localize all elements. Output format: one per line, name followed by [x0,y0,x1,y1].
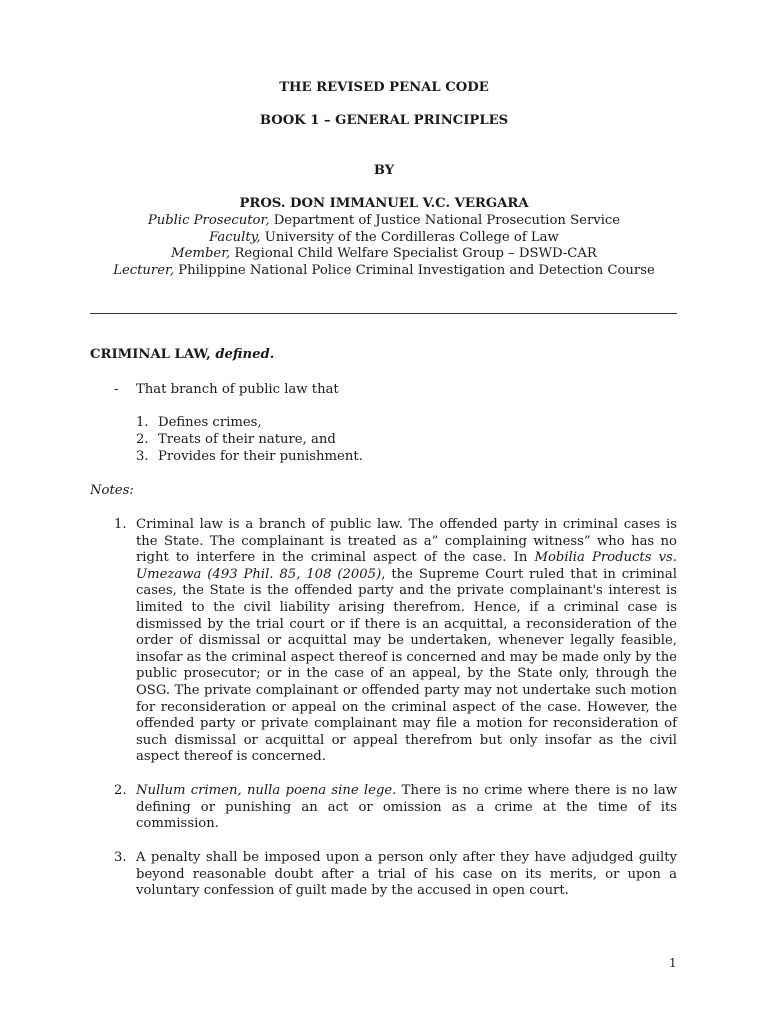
heading-term: CRIMINAL LAW, [90,347,211,362]
page-number: 1 [669,956,677,970]
list-item-number: 3. [136,449,149,464]
note-number: 2. [114,783,127,798]
note-text: There is no crime where there is no law defining or punishing an act or omission as a crime at the time of its commission. [136,783,678,832]
author-role [0,213,768,228]
role-title: Public Prosecutor, [147,213,270,228]
note-paragraph: A penalty shall be imposed upon a person only after they have adjudged guilty beyond reasonable doubt after a trial of his case on its merits, or upon a voluntary confession of guilt made by the accused in open court. [136,850,677,899]
role-title: Member, [171,246,231,261]
definition-text: That branch of public law that [136,382,339,397]
latin-maxim: Nullum crimen, nulla poena sine lege. [136,783,397,798]
role-org: Philippine National Police Criminal Investigation and Detection Course [174,263,655,278]
heading-suffix: defined. [210,347,275,362]
document-title: THE REVISED PENAL CODE [279,80,489,95]
bullet-dash: - [114,382,119,397]
list-item: Defines crimes, [158,415,262,430]
note-text: Criminal law is a branch of public law. The offended party in criminal cases is the State. The complainant is treated as a” complaining witness” who has no right to interfere in the criminal aspect of the case. In [136,517,677,566]
list-item: Provides for their punishment. [158,449,363,464]
horizontal-divider [90,313,677,314]
case-citation: Mobilia Products vs. Umezawa (493 Phil. 85, 108 (2005) [136,550,677,582]
role-title: Lecturer, [113,263,175,278]
note-text: , the Supreme Court ruled that in criminal cases, the State is the offended party and the private complainant's interest is limited to the civil liability arising therefrom. Hence, if a criminal case is dismissed by the trial court or if there is an acquittal, a reconsideration of the order of dismissal or acquittal may be undertaken, whenever legally feasible, insofar as the criminal aspect thereof is concerned and may be made only by the public prosecutor; or in the case of an appeal, by the State only, through the OSG. The private complainant or offended party may not undertake such motion for reconsideration or appeal on the criminal aspect of the case. However, the offended party or private complainant may file a motion for reconsideration of such dismissal or acquittal or appeal therefrom but only insofar as the civil aspect thereof is concerned. [136,566,677,765]
role-title: Faculty, [209,230,261,245]
role-org: Department of Justice National Prosecution Service [269,213,621,228]
author-name: PROS. DON IMMANUEL V.C. VERGARA [239,196,529,211]
role-org: Regional Child Welfare Specialist Group – DSWD-CAR [230,246,597,261]
section-heading [90,347,274,362]
author-role [0,230,768,245]
book-title: BOOK 1 – GENERAL PRINCIPLES [259,113,509,128]
note-paragraph [136,517,677,766]
notes-label: Notes: [90,483,134,498]
note-paragraph [136,783,677,833]
list-item-number: 1. [136,415,149,430]
list-item: Treats of their nature, and [158,432,336,447]
author-role [0,246,768,261]
note-number: 1. [114,517,127,532]
author-role [0,263,768,278]
list-item-number: 2. [136,432,149,447]
role-org: University of the Cordilleras College of Law [260,230,559,245]
note-number: 3. [114,850,127,865]
by-label: BY [373,163,395,178]
